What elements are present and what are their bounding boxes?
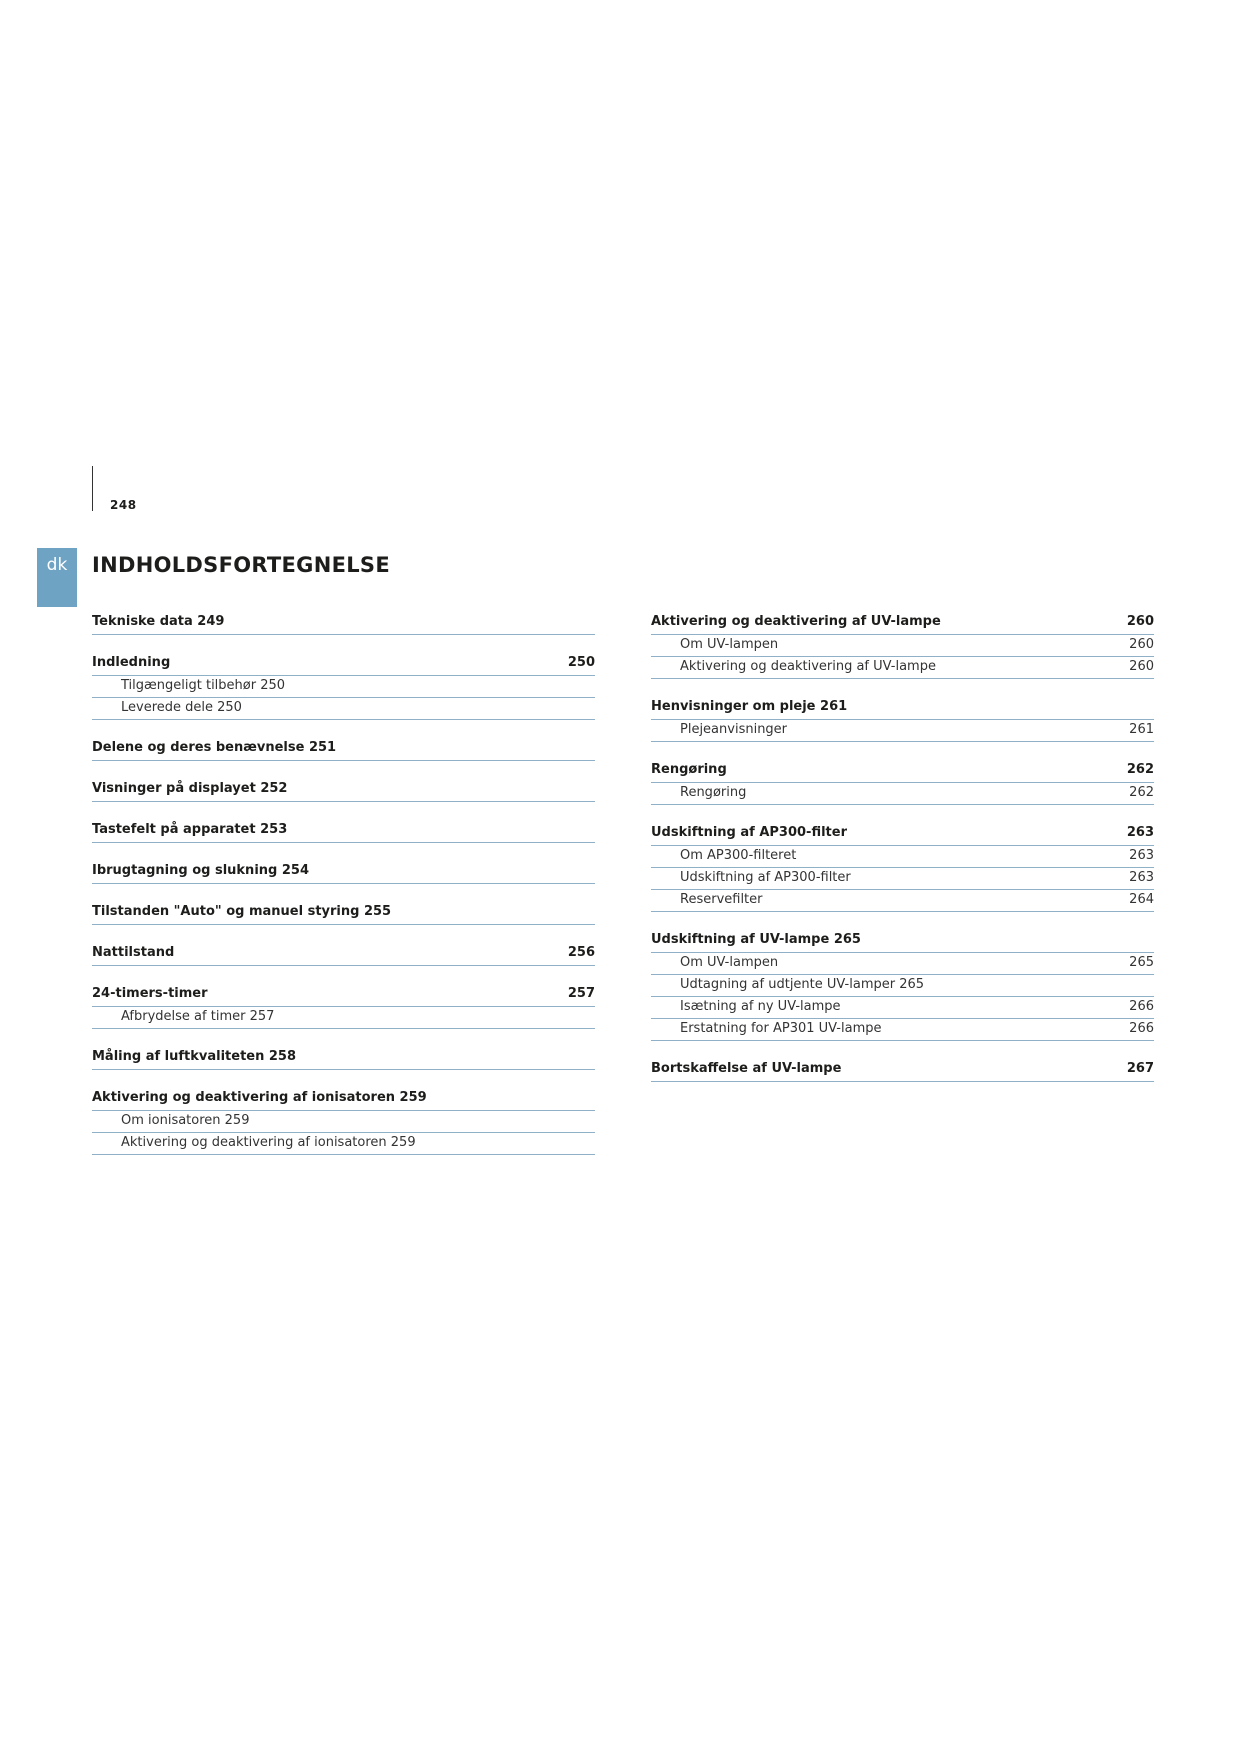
toc-section [92, 653, 595, 720]
toc-entry-page: 262 [1126, 762, 1154, 777]
toc-subentry-page: 265 [1129, 955, 1154, 970]
toc-entry-title: Delene og deres benævnelse 251 [92, 740, 337, 755]
toc-subentry-page: 260 [1129, 637, 1154, 652]
toc-entry-page: 250 [567, 655, 595, 670]
toc-entry-title: Aktivering og deaktivering af UV-lampe [651, 614, 941, 629]
toc-subentry[interactable] [651, 783, 1154, 805]
toc-section [92, 902, 595, 925]
toc-section [651, 612, 1154, 679]
toc-entry-title: Tilstanden "Auto" og manuel styring 255 [92, 904, 392, 919]
toc-section [651, 930, 1154, 1041]
toc-section [92, 738, 595, 761]
toc-entry-page: 267 [1126, 1061, 1154, 1076]
page-number: 248 [110, 498, 137, 512]
language-tab: dk [37, 548, 77, 607]
toc-entry[interactable] [92, 902, 595, 925]
toc-entry-page: 256 [567, 945, 595, 960]
toc-subentry-label: Afbrydelse af timer 257 [121, 1009, 275, 1024]
toc-subentry-label: Leverede dele 250 [121, 700, 242, 715]
toc-entry-title: Udskiftning af UV-lampe 265 [651, 932, 861, 947]
toc-subentry[interactable] [92, 676, 595, 698]
toc-entry-title: Nattilstand [92, 945, 175, 960]
toc-entry[interactable] [651, 612, 1154, 635]
toc-subentry[interactable] [651, 997, 1154, 1019]
toc-entry-title: Måling af luftkvaliteten 258 [92, 1049, 297, 1064]
toc-subentry[interactable] [651, 890, 1154, 912]
page-title: INDHOLDSFORTEGNELSE [92, 553, 390, 577]
toc-entry-page: 257 [567, 986, 595, 1001]
toc-subentry-label: Udskiftning af AP300-filter [680, 870, 851, 885]
toc-entry[interactable] [651, 1059, 1154, 1082]
toc-subentry-page: 260 [1129, 659, 1154, 674]
toc-subentry-label: Isætning af ny UV-lampe [680, 999, 841, 1014]
toc-entry-page: 260 [1126, 614, 1154, 629]
toc-subentry-label: Reservefilter [680, 892, 763, 907]
toc-section [92, 1047, 595, 1070]
toc-section [92, 1088, 595, 1155]
toc-entry[interactable] [92, 1047, 595, 1070]
toc-entry[interactable] [92, 779, 595, 802]
toc-subentry-label: Udtagning af udtjente UV-lamper 265 [680, 977, 925, 992]
toc-entry[interactable] [651, 697, 1154, 720]
toc-subentry-page: 263 [1129, 848, 1154, 863]
toc-entry-page: 263 [1126, 825, 1154, 840]
toc-entry[interactable] [92, 820, 595, 843]
toc-section [92, 820, 595, 843]
toc-subentry-page: 263 [1129, 870, 1154, 885]
toc-subentry-label: Om AP300-filteret [680, 848, 797, 863]
toc-subentry-label: Om ionisatoren 259 [121, 1113, 250, 1128]
toc-subentry-page: 262 [1129, 785, 1154, 800]
toc-entry-title: 24-timers-timer [92, 986, 208, 1001]
toc-subentry[interactable] [651, 953, 1154, 975]
toc-entry-title: Visninger på displayet 252 [92, 781, 288, 796]
toc-entry-title: Udskiftning af AP300-filter [651, 825, 847, 840]
toc-subentry-label: Rengøring [680, 785, 747, 800]
toc-subentry[interactable] [92, 1111, 595, 1133]
toc-section [92, 984, 595, 1029]
toc-subentry-page: 261 [1129, 722, 1154, 737]
toc-subentry-page: 266 [1129, 1021, 1154, 1036]
toc-subentry[interactable] [92, 1133, 595, 1155]
toc-section [92, 861, 595, 884]
toc-subentry[interactable] [651, 975, 1154, 997]
toc-section [92, 943, 595, 966]
toc-entry-title: Tekniske data 249 [92, 614, 225, 629]
toc-section [651, 697, 1154, 742]
toc-section [92, 779, 595, 802]
toc-subentry[interactable] [651, 1019, 1154, 1041]
toc-entry-title: Tastefelt på apparatet 253 [92, 822, 288, 837]
toc-entry-title: Bortskaffelse af UV-lampe [651, 1061, 842, 1076]
toc-entry[interactable] [651, 823, 1154, 846]
toc-subentry[interactable] [651, 846, 1154, 868]
toc-entry[interactable] [92, 943, 595, 966]
toc-subentry[interactable] [92, 698, 595, 720]
toc-subentry-label: Tilgængeligt tilbehør 250 [121, 678, 286, 693]
toc-section [92, 612, 595, 635]
toc-entry-title: Aktivering og deaktivering af ionisatoren 259 [92, 1090, 427, 1105]
toc-right-column [651, 612, 1154, 1100]
toc-entry[interactable] [92, 653, 595, 676]
toc-entry[interactable] [92, 1088, 595, 1111]
toc-entry-title: Rengøring [651, 762, 727, 777]
toc-entry-title: Henvisninger om pleje 261 [651, 699, 848, 714]
toc-subentry-label: Aktivering og deaktivering af UV-lampe [680, 659, 936, 674]
toc-subentry-label: Plejeanvisninger [680, 722, 788, 737]
toc-subentry[interactable] [651, 657, 1154, 679]
toc-subentry-label: Aktivering og deaktivering af ionisatoren 259 [121, 1135, 416, 1150]
toc-entry[interactable] [92, 738, 595, 761]
toc-section [651, 760, 1154, 805]
toc-entry[interactable] [651, 760, 1154, 783]
toc-entry[interactable] [651, 930, 1154, 953]
toc-subentry-label: Erstatning for AP301 UV-lampe [680, 1021, 882, 1036]
toc-entry[interactable] [92, 984, 595, 1007]
toc-subentry-page: 264 [1129, 892, 1154, 907]
toc-entry-title: Indledning [92, 655, 171, 670]
toc-entry[interactable] [92, 612, 595, 635]
toc-subentry-label: Om UV-lampen [680, 637, 779, 652]
toc-subentry[interactable] [651, 635, 1154, 657]
toc-left-column [92, 612, 595, 1173]
toc-entry-title: Ibrugtagning og slukning 254 [92, 863, 309, 878]
toc-subentry-page: 266 [1129, 999, 1154, 1014]
toc-subentry[interactable] [651, 868, 1154, 890]
toc-subentry[interactable] [92, 1007, 595, 1029]
toc-section [651, 823, 1154, 912]
toc-subentry-label: Om UV-lampen [680, 955, 779, 970]
page-margin-rule [92, 466, 93, 511]
toc-section [651, 1059, 1154, 1082]
toc-subentry[interactable] [651, 720, 1154, 742]
toc-entry[interactable] [92, 861, 595, 884]
